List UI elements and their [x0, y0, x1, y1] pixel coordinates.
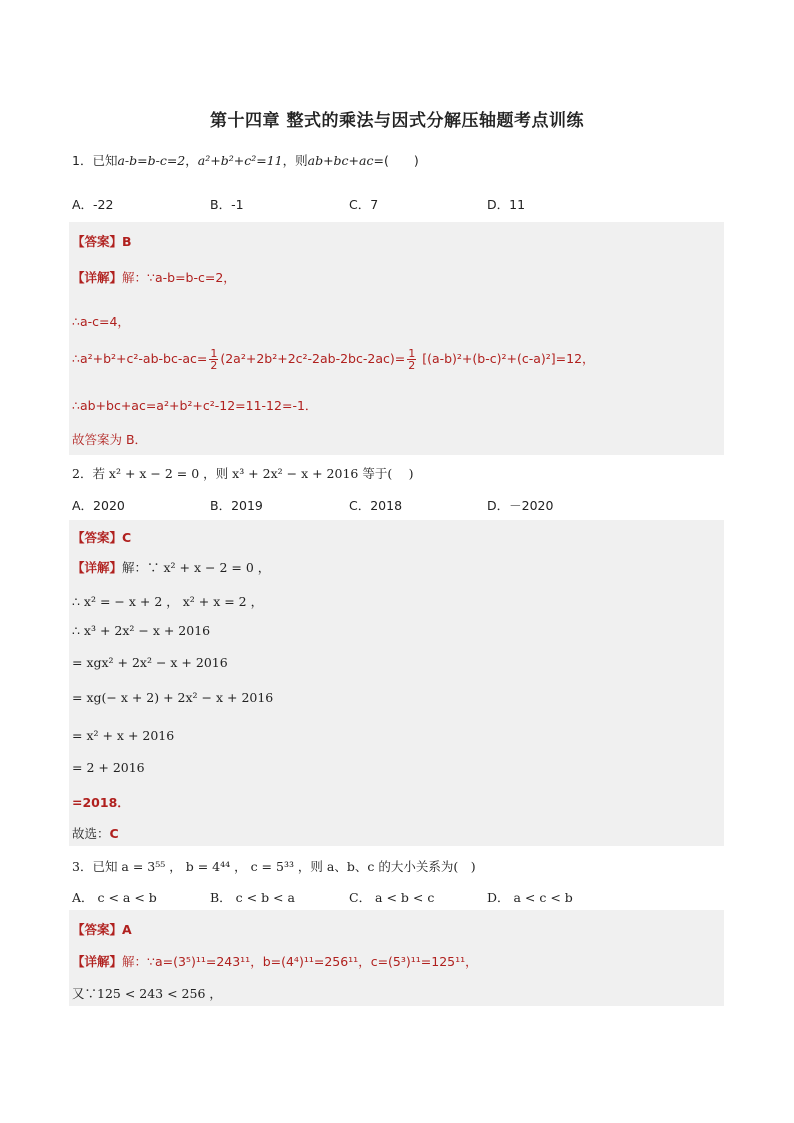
detail-line-5: = xg(− x + 2) + 2x² − x + 2016 [72, 690, 274, 705]
question-2-stem: 2．若 x² + x − 2 = 0 ，则 x³ + 2x² − x + 2016 等于( ) [72, 466, 414, 481]
fraction-half: $\frac{1}{2}$ [210, 347, 218, 372]
detail-line-7: = 2 + 2016 [72, 760, 145, 775]
detail-line-2: ∴ x² = − x + 2 ， x² + x = 2 ， [72, 594, 264, 609]
option-c[interactable]: C．7 [349, 197, 379, 212]
option-b[interactable]: B． c < b < a [210, 890, 295, 905]
question-1-solution [69, 222, 724, 455]
option-a[interactable]: A．-22 [72, 197, 114, 212]
question-2-solution [69, 520, 724, 846]
question-3-stem: 3．已知 a = 3⁵⁵ ， b = 4⁴⁴ ， c = 5³³ ，则 a、b、c 的大小关系为( ) [72, 859, 476, 874]
option-c[interactable]: C．2018 [349, 498, 403, 513]
option-d[interactable]: D．11 [487, 197, 526, 212]
detail-line-6: = x² + x + 2016 [72, 728, 175, 743]
detail-line-1: 【详解】解：∵a-b=b-c=2， [72, 270, 236, 285]
detail-line-4: = xgx² + 2x² − x + 2016 [72, 655, 228, 670]
answer-line: 【答案】B [72, 234, 132, 249]
fraction-half-2: $\frac{1}{2}$ [408, 347, 416, 372]
answer-line: 【答案】A [72, 922, 132, 937]
detail-line-1: 【详解】解：∵ x² + x − 2 = 0 ， [72, 560, 271, 575]
detail-line-3: ∴a²+b²+c²-ab-bc-ac= $\frac{1}{2}$ (2a²+2b²+2c²-2ab-2bc-2ac)= $\frac{1}{2}$ [(a-b)²+(b-c)²+(c-a)²]=12， [72, 347, 595, 372]
question-1-stem: 1．已知a-b=b-c=2，a²+b²+c²=11，则ab+bc+ac=( ) [72, 153, 419, 168]
question-3-solution [69, 910, 724, 1006]
option-d[interactable]: D．－2020 [487, 498, 554, 513]
option-d[interactable]: D． a < c < b [487, 890, 573, 905]
page-title: 第十四章 整式的乘法与因式分解压轴题考点训练 [210, 111, 584, 131]
detail-line-1: 【详解】解：∵a=(3⁵)¹¹=243¹¹，b=(4⁴)¹¹=256¹¹，c=(5³)¹¹=125¹¹， [72, 954, 478, 969]
detail-line-9: 故选：C [72, 826, 119, 841]
option-b[interactable]: B．2019 [210, 498, 263, 513]
option-a[interactable]: A． c < a < b [72, 890, 157, 905]
detail-line-2: 又∵125 < 243 < 256 ， [72, 986, 222, 1001]
detail-line-4: ∴ab+bc+ac=a²+b²+c²-12=11-12=-1． [72, 398, 318, 413]
detail-line-8: =2018． [72, 795, 130, 810]
answer-line: 【答案】C [72, 530, 132, 545]
option-b[interactable]: B．-1 [210, 197, 244, 212]
detail-line-5: 故答案为 B． [72, 432, 148, 447]
option-c[interactable]: C． a < b < c [349, 890, 435, 905]
detail-line-2: ∴a-c=4， [72, 314, 130, 329]
option-a[interactable]: A．2020 [72, 498, 125, 513]
detail-line-3: ∴ x³ + 2x² − x + 2016 [72, 623, 211, 638]
